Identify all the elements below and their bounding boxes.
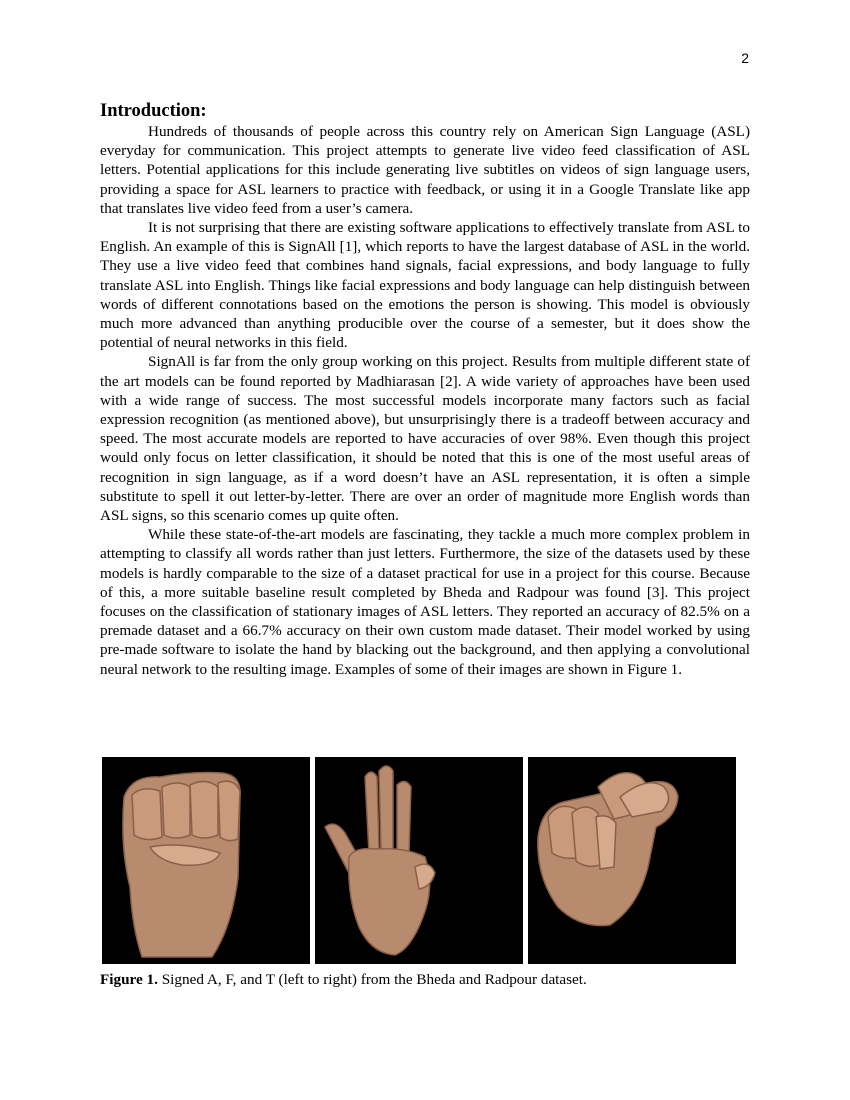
- section-heading: Introduction:: [100, 101, 207, 121]
- hand-sign-a-image: [102, 757, 310, 964]
- page-number: 2: [741, 50, 749, 66]
- figure-caption-label: Figure 1.: [100, 971, 158, 988]
- paragraph: While these state-of-the-art models are fascinating, they tackle a much more complex problem in attempting to classify all words rather than just letters. Furthermore, the size of the datasets used by these models is hardly comparable to the size of a dataset practical for use in a project for this course. Because of this, a more suitable baseline result completed by Bheda and Radpour was found [3]. This project focuses on the classification of stationary images of ASL letters. They reported an accuracy of 82.5% on a premade dataset and a 66.7% accuracy on their own custom made dataset. Their model worked by using pre-made software to isolate the hand by blacking out the background, and then applying a convolutional neural network to the resulting image. Examples of some of their images are shown in Figure 1.: [100, 526, 750, 678]
- hand-sign-t-image: [528, 757, 736, 964]
- body-text: [100, 122, 750, 679]
- figure-1: [102, 757, 736, 964]
- paragraph: SignAll is far from the only group working on this project. Results from multiple different state of the art models can be found reported by Madhiarasan [2]. A wide variety of approaches have been used with a wide range of success. The most successful models incorporate many factors such as facial expression recognition (as mentioned above), but unsurprisingly there is a tradeoff between accuracy and speed. The most accurate models are reported to have accuracies of over 98%. Even though this project would only focus on letter classification, it should be noted that this is one of the most useful areas of recognition in sign language, as if a word doesn’t have an ASL representation, it is often a simple substitute to spell it out letter-by-letter. There are over an order of magnitude more English words than ASL signs, so this scenario comes up quite often.: [100, 353, 750, 525]
- paragraph: Hundreds of thousands of people across this country rely on American Sign Language (ASL) everyday for communication. This project attempts to generate live video feed classification of ASL letters. Potential applications for this include generating live subtitles on videos of sign language users, providing a space for ASL learners to practice with feedback, or using it in a Google Translate like app that translates live video feed from a user’s camera.: [100, 123, 750, 217]
- hand-sign-f-image: [315, 757, 523, 964]
- figure-caption: [100, 970, 750, 989]
- paragraph: It is not surprising that there are existing software applications to effectively translate from ASL to English. An example of this is SignAll [1], which reports to have the largest database of ASL in the world. They use a live video feed that combines hand signals, facial expressions, and body language to fully translate ASL into English. Things like facial expressions and body language can help distinguish between words of different connotations based on the emotions the person is showing. This model is obviously much more advanced than anything producible over the course of a semester, but it does show the potential of neural networks in this field.: [100, 219, 750, 352]
- figure-caption-text: Signed A, F, and T (left to right) from the Bheda and Radpour dataset.: [157, 971, 587, 988]
